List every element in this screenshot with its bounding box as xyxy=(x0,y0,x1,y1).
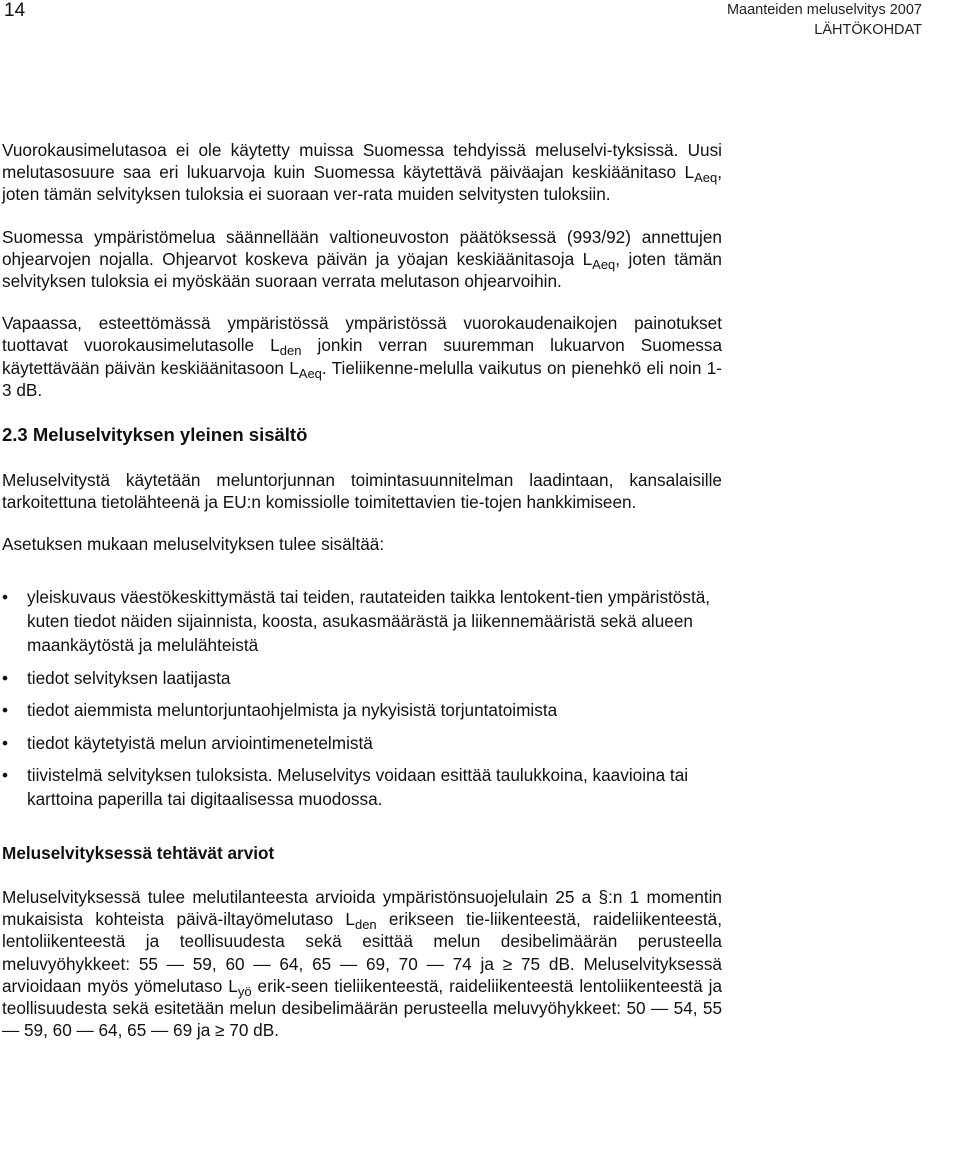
paragraph-3-text-c: . Tieliikenne-melulla vaikutus on pienehkö eli noin 1-3 dB. xyxy=(2,357,722,400)
list-item xyxy=(2,763,722,812)
list-item-text: tiedot käytetyistä melun arviointimenetelmistä xyxy=(27,732,373,753)
list-item-text: tiedot aiemmista meluntorjuntaohjelmista ja nykyisistä torjuntatoimista xyxy=(27,700,558,721)
subsection-subscript-yo: yö xyxy=(237,983,252,999)
subsection-paragraph xyxy=(2,886,722,1041)
list-item xyxy=(2,585,722,658)
paragraph-2-text-b: , joten tämän selvityksen tuloksia ei myöskään suoraan verrata melutason ohjearvoihin. xyxy=(2,248,722,292)
bullet-icon xyxy=(2,698,8,722)
chapter-title: LÄHTÖKOHDAT xyxy=(814,22,922,38)
paragraph-3-subscript-den: den xyxy=(279,343,302,359)
paragraph-2 xyxy=(2,226,722,293)
page-number: 14 xyxy=(4,0,26,21)
list-item-text: yleiskuvaus väestökeskittymästä tai teiden, rautateiden taikka lentokent-tien ympäristöstä, kuten tiedot näiden sijainnista, koosta, asukasmäärästä ja liikennemääristä sekä alueen maankäytöstä ja melulähteistä xyxy=(27,586,711,656)
subsection-text-a: Meluselvityksessä tulee melutilanteesta arvioida ympäristönsuojelulain 25 a §:n 1 momentin mukaisista kohteista päivä-iltayömelutaso L xyxy=(2,886,722,930)
bullet-icon xyxy=(2,666,8,690)
paragraph-1-text-a: Vuorokausimelutasoa ei ole käytetty muissa Suomessa tehdyissä meluselvi-tyksissä. Uusi melutasosuure saa eri lukuarvoja kuin Suomessa käytettävä päiväajan keskiäänitaso L xyxy=(2,140,722,183)
subsection-subscript-den: den xyxy=(354,917,377,933)
paragraph-2-subscript: Aeq xyxy=(592,256,616,272)
list-item-text: tiedot selvityksen laatijasta xyxy=(27,667,231,688)
bullet-icon xyxy=(2,763,8,787)
list-item xyxy=(2,666,722,690)
section-heading: 2.3 Meluselvityksen yleinen sisältö xyxy=(2,424,308,446)
bullet-icon xyxy=(2,731,8,755)
subsection-text-c: erik-seen tieliikenteestä, raideliikenteestä lentoliikenteestä ja teollisuudesta sekä esitetään melun desibelimäärän perusteella meluvyöhykkeet: 50 — 54, 55 — 59, 60 — 64, 65 — 69 ja ≥ 70 dB. xyxy=(2,975,722,1041)
list-item-text: tiivistelmä selvityksen tuloksista. Meluselvitys voidaan esittää taulukkoina, kaavioina tai karttoina paperilla tai digitaalisessa muodossa. xyxy=(27,765,689,810)
list-item xyxy=(2,698,722,722)
section-intro: Meluselvitystä käytetään meluntorjunnan toimintasuunnitelman laadintaan, kansalaisille tarkoitettuna tietolähteenä ja EU:n komissiolle toimitettavien tie-tojen hankkimiseen. xyxy=(2,470,722,513)
section-lead: Asetuksen mukaan meluselvityksen tulee sisältää: xyxy=(2,534,385,555)
paragraph-1 xyxy=(2,139,722,206)
bullet-icon xyxy=(2,585,8,609)
list-item xyxy=(2,731,722,755)
publication-title: Maanteiden meluselvitys 2007 xyxy=(726,2,922,18)
subsection-text-b: erikseen tie-liikenteestä, raideliikenteestä, lentoliikenteestä ja teollisuudesta sekä esittää melun desibelimäärän perusteella meluvyöhykkeet: 55 — 59, 60 — 64, 65 — 69, 70 — 74 ja ≥ 75 dB. Meluselvityksessä arvioidaan myös yömelutaso L xyxy=(2,909,722,996)
page-body xyxy=(2,139,722,1041)
paragraph-3-text-b: jonkin verran suuremman lukuarvon Suomessa käytettävään päivän keskiäänitasoon L xyxy=(2,335,722,378)
content-list xyxy=(2,585,722,812)
paragraph-1-subscript: Aeq xyxy=(694,170,718,186)
paragraph-3-subscript-aeq: Aeq xyxy=(298,365,322,381)
paragraph-3 xyxy=(2,312,722,401)
paragraph-3-text-a: Vapaassa, esteettömässä ympäristössä ympäristössä vuorokaudenaikojen painotukset tuottavat vuorokausimelutasolle L xyxy=(2,313,722,356)
running-header xyxy=(727,0,922,40)
subsection-heading: Meluselvityksessä tehtävät arviot xyxy=(2,842,275,863)
paragraph-2-text-a: Suomessa ympäristömelua säännellään valtioneuvoston päätöksessä (993/92) annettujen ohjearvojen nojalla. Ohjearvot koskeva päivän ja yöajan keskiäänitasoja L xyxy=(2,226,722,269)
paragraph-1-text-b: , joten tämän selvityksen tuloksia ei suoraan ver-rata muiden selvitysten tuloksiin. xyxy=(2,162,722,205)
